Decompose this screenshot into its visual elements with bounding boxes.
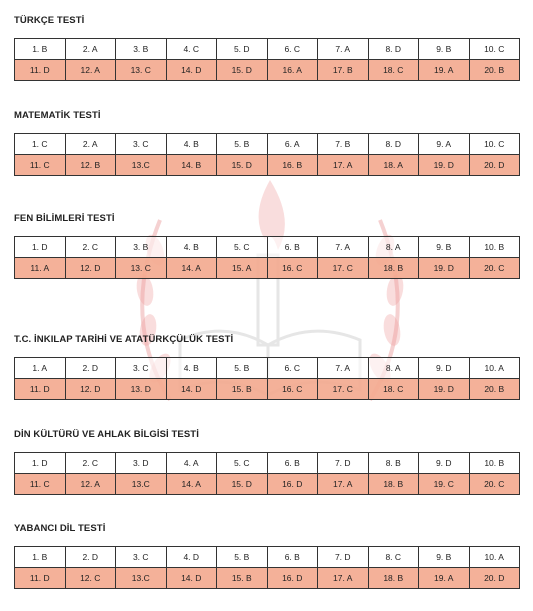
answer-key-table bbox=[14, 357, 520, 400]
answer-row-2 bbox=[15, 379, 520, 400]
answer-cell: 7. A bbox=[318, 358, 369, 379]
answer-cell: 1. D bbox=[15, 237, 66, 258]
answer-cell: 8. D bbox=[368, 134, 419, 155]
answer-cell: 11. D bbox=[15, 379, 66, 400]
answer-cell: 8. A bbox=[368, 358, 419, 379]
answer-cell: 16. C bbox=[267, 258, 318, 279]
answer-cell: 9. A bbox=[419, 134, 470, 155]
answer-cell: 12. A bbox=[65, 474, 116, 495]
answer-cell: 19. C bbox=[419, 474, 470, 495]
history-test-section bbox=[14, 333, 520, 394]
answer-cell: 16. B bbox=[267, 155, 318, 176]
answer-cell: 2. D bbox=[65, 547, 116, 568]
answer-cell: 10. A bbox=[469, 358, 520, 379]
religion-test-section bbox=[14, 428, 520, 489]
answer-cell: 11. C bbox=[15, 474, 66, 495]
answer-cell: 4. A bbox=[166, 453, 217, 474]
answer-cell: 13.C bbox=[116, 568, 167, 589]
answer-cell: 6. A bbox=[267, 134, 318, 155]
section-title: T.C. İNKILAP TARİHİ VE ATATÜRKÇÜLÜK TESTİ bbox=[14, 334, 234, 345]
answer-cell: 3. B bbox=[116, 39, 167, 60]
turkish-test-section bbox=[14, 14, 520, 75]
answer-cell: 18. A bbox=[368, 155, 419, 176]
answer-cell: 14. D bbox=[166, 568, 217, 589]
answer-cell: 5. C bbox=[217, 453, 268, 474]
answer-key-table bbox=[14, 133, 520, 176]
answer-cell: 12. A bbox=[65, 60, 116, 81]
answer-cell: 13.C bbox=[116, 474, 167, 495]
answer-cell: 8. B bbox=[368, 453, 419, 474]
answer-cell: 9. D bbox=[419, 358, 470, 379]
answer-cell: 18. B bbox=[368, 568, 419, 589]
science-test-section bbox=[14, 212, 520, 273]
answer-cell: 19. D bbox=[419, 379, 470, 400]
answer-cell: 7. A bbox=[318, 39, 369, 60]
answer-cell: 8. C bbox=[368, 547, 419, 568]
answer-cell: 5. C bbox=[217, 237, 268, 258]
answer-row-2 bbox=[15, 258, 520, 279]
answer-cell: 20. B bbox=[469, 379, 520, 400]
answer-cell: 20. C bbox=[469, 258, 520, 279]
answer-cell: 18. C bbox=[368, 60, 419, 81]
answer-cell: 12. B bbox=[65, 155, 116, 176]
answer-cell: 15. B bbox=[217, 568, 268, 589]
section-title: TÜRKÇE TESTİ bbox=[14, 15, 85, 26]
answer-cell: 7. D bbox=[318, 453, 369, 474]
answer-cell: 20. D bbox=[469, 568, 520, 589]
section-title: DİN KÜLTÜRÜ VE AHLAK BİLGİSİ TESTİ bbox=[14, 429, 199, 440]
answer-cell: 17. C bbox=[318, 379, 369, 400]
answer-cell: 17. A bbox=[318, 474, 369, 495]
answer-cell: 5. B bbox=[217, 134, 268, 155]
answer-cell: 8. D bbox=[368, 39, 419, 60]
answer-cell: 5. B bbox=[217, 547, 268, 568]
answer-cell: 15. D bbox=[217, 474, 268, 495]
answer-cell: 4. B bbox=[166, 237, 217, 258]
answer-key-table bbox=[14, 38, 520, 81]
answer-cell: 6. B bbox=[267, 237, 318, 258]
answer-cell: 3. B bbox=[116, 237, 167, 258]
answer-cell: 14. D bbox=[166, 379, 217, 400]
answer-cell: 14. B bbox=[166, 155, 217, 176]
answer-cell: 14. A bbox=[166, 258, 217, 279]
answer-row-1 bbox=[15, 134, 520, 155]
answer-cell: 6. B bbox=[267, 453, 318, 474]
answer-cell: 19. A bbox=[419, 568, 470, 589]
answer-row-1 bbox=[15, 453, 520, 474]
answer-cell: 20. B bbox=[469, 60, 520, 81]
answer-cell: 10. B bbox=[469, 237, 520, 258]
answer-cell: 13. C bbox=[116, 60, 167, 81]
answer-cell: 11. A bbox=[15, 258, 66, 279]
answer-cell: 11. C bbox=[15, 155, 66, 176]
answer-cell: 10. A bbox=[469, 547, 520, 568]
answer-cell: 15. D bbox=[217, 155, 268, 176]
answer-cell: 2. A bbox=[65, 39, 116, 60]
math-test-section bbox=[14, 109, 520, 170]
answer-cell: 10. B bbox=[469, 453, 520, 474]
answer-cell: 3. C bbox=[116, 358, 167, 379]
answer-cell: 5. B bbox=[217, 358, 268, 379]
answer-cell: 3. C bbox=[116, 547, 167, 568]
answer-cell: 12. C bbox=[65, 568, 116, 589]
answer-cell: 7. A bbox=[318, 237, 369, 258]
answer-cell: 4. B bbox=[166, 134, 217, 155]
answer-cell: 15. B bbox=[217, 379, 268, 400]
answer-cell: 14. D bbox=[166, 60, 217, 81]
answer-cell: 2. C bbox=[65, 237, 116, 258]
answer-row-2 bbox=[15, 155, 520, 176]
answer-cell: 1. C bbox=[15, 134, 66, 155]
answer-row-1 bbox=[15, 358, 520, 379]
answer-key-table bbox=[14, 452, 520, 495]
answer-cell: 20. D bbox=[469, 155, 520, 176]
answer-cell: 6. C bbox=[267, 39, 318, 60]
answer-row-1 bbox=[15, 39, 520, 60]
answer-cell: 15. A bbox=[217, 258, 268, 279]
answer-cell: 5. D bbox=[217, 39, 268, 60]
answer-cell: 3. D bbox=[116, 453, 167, 474]
answer-cell: 9. B bbox=[419, 237, 470, 258]
answer-cell: 11. D bbox=[15, 60, 66, 81]
answer-cell: 1. D bbox=[15, 453, 66, 474]
section-title: MATEMATİK TESTİ bbox=[14, 110, 101, 121]
answer-row-2 bbox=[15, 568, 520, 589]
answer-cell: 17. A bbox=[318, 568, 369, 589]
answer-cell: 2. A bbox=[65, 134, 116, 155]
answer-cell: 9. B bbox=[419, 39, 470, 60]
answer-cell: 10. C bbox=[469, 134, 520, 155]
answer-cell: 4. B bbox=[166, 358, 217, 379]
answer-cell: 3. C bbox=[116, 134, 167, 155]
answer-cell: 9. D bbox=[419, 453, 470, 474]
answer-key-table bbox=[14, 546, 520, 589]
answer-cell: 17. C bbox=[318, 258, 369, 279]
answer-cell: 18. B bbox=[368, 258, 419, 279]
answer-cell: 8. A bbox=[368, 237, 419, 258]
answer-cell: 9. B bbox=[419, 547, 470, 568]
answer-cell: 15. D bbox=[217, 60, 268, 81]
answer-cell: 12. D bbox=[65, 258, 116, 279]
answer-cell: 13. D bbox=[116, 379, 167, 400]
answer-cell: 16. C bbox=[267, 379, 318, 400]
answer-row-2 bbox=[15, 474, 520, 495]
answer-cell: 14. A bbox=[166, 474, 217, 495]
answer-cell: 16. D bbox=[267, 474, 318, 495]
answer-cell: 6. C bbox=[267, 358, 318, 379]
answer-cell: 1. B bbox=[15, 547, 66, 568]
answer-cell: 13.C bbox=[116, 155, 167, 176]
answer-cell: 1. B bbox=[15, 39, 66, 60]
answer-cell: 1. A bbox=[15, 358, 66, 379]
answer-cell: 18. C bbox=[368, 379, 419, 400]
ministry-logo-watermark bbox=[100, 140, 440, 460]
answer-cell: 16. D bbox=[267, 568, 318, 589]
answer-cell: 19. D bbox=[419, 258, 470, 279]
answer-row-2 bbox=[15, 60, 520, 81]
answer-cell: 10. C bbox=[469, 39, 520, 60]
answer-key-table bbox=[14, 236, 520, 279]
answer-cell: 4. C bbox=[166, 39, 217, 60]
answer-row-1 bbox=[15, 237, 520, 258]
answer-cell: 19. D bbox=[419, 155, 470, 176]
answer-cell: 19. A bbox=[419, 60, 470, 81]
answer-cell: 7. D bbox=[318, 547, 369, 568]
section-title: FEN BİLİMLERİ TESTİ bbox=[14, 213, 115, 224]
foreign-language-test-section bbox=[14, 522, 520, 583]
answer-cell: 7. B bbox=[318, 134, 369, 155]
answer-cell: 4. D bbox=[166, 547, 217, 568]
answer-cell: 13. C bbox=[116, 258, 167, 279]
answer-cell: 6. B bbox=[267, 547, 318, 568]
answer-cell: 12. D bbox=[65, 379, 116, 400]
answer-cell: 16. A bbox=[267, 60, 318, 81]
answer-cell: 2. C bbox=[65, 453, 116, 474]
answer-cell: 17. A bbox=[318, 155, 369, 176]
answer-cell: 20. C bbox=[469, 474, 520, 495]
answer-cell: 17. B bbox=[318, 60, 369, 81]
answer-cell: 2. D bbox=[65, 358, 116, 379]
answer-row-1 bbox=[15, 547, 520, 568]
answer-cell: 11. D bbox=[15, 568, 66, 589]
answer-cell: 18. B bbox=[368, 474, 419, 495]
section-title: YABANCI DİL TESTİ bbox=[14, 523, 106, 534]
